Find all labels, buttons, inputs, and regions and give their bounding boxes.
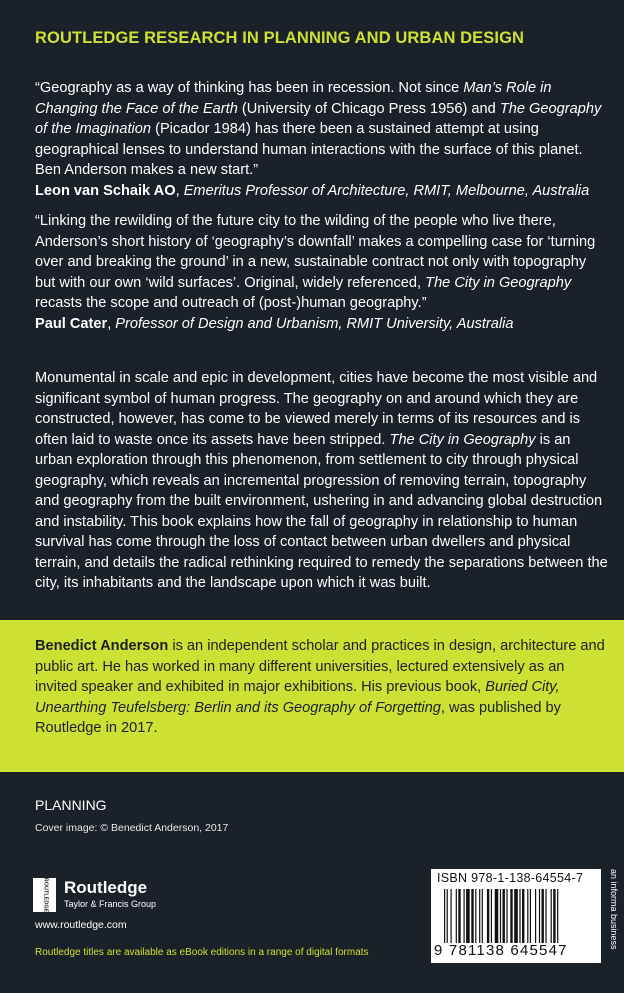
barcode-bar [471, 889, 473, 943]
quote-author-role: Emeritus Professor of Architecture, RMIT, Melbourne, Australia [183, 182, 590, 199]
barcode-bar [539, 889, 540, 943]
book-description [35, 368, 610, 594]
barcode-bar [451, 889, 452, 943]
bio-text: , was published by Routledge in 2017. [35, 699, 561, 736]
quote-text: “Geography as a way of thinking has been in recession. Not since [35, 80, 464, 96]
series-title: ROUTLEDGE RESEARCH IN PLANNING AND URBAN DESIGN [35, 29, 525, 47]
quote-text: (Picador 1984) has there been a sustained attempt at using geographical lenses to understand human interactions with the surface of this planet. Ben Anderson makes a new start.” [35, 121, 583, 178]
isbn-label: ISBN 978-1-138-64554-7 [437, 871, 584, 885]
barcode-bar [479, 889, 480, 943]
quote-title: Man’s Role in Changing the Face of the Earth [35, 80, 552, 117]
quote-text: recasts the scope and outreach of (post-)human geography.” [35, 295, 427, 311]
barcode-bar [542, 889, 544, 943]
barcode-bar [545, 889, 546, 943]
quote-text: (University of Chicago Press 1956) and [237, 100, 500, 117]
barcode-bar [491, 889, 492, 943]
barcode-bar [510, 889, 512, 943]
barcode-bar [475, 889, 476, 943]
publisher-name: Routledge [64, 878, 148, 897]
barcode-bar [495, 889, 499, 943]
author-bio [35, 636, 605, 739]
quote-author: Paul Cater [35, 315, 108, 332]
description-text: is an urban exploration through this phenomenon, from settlement to city through physical geography, which reveals an incremental progression of removing terrain, topography and geography from the built environment, ushering in and advancing global destruction and instability. This book explains how the fall of geography in relationship to human survival has come through the loss of contact between urban dwellers and physical terrain, and details the radical rethinking required to remedy the separations between the city, its inhabitants and the landscape upon which it was built. [35, 431, 608, 591]
barcode-bar [456, 889, 457, 943]
barcode-bar [482, 889, 483, 943]
cover-credit: Cover image: © Benedict Anderson, 2017 [35, 822, 229, 834]
barcode-bar [500, 889, 501, 943]
ebook-note: Routledge titles are available as eBook editions in a range of digital formats [35, 947, 369, 958]
previous-book-title: Buried City, Unearthing Teufelsberg: Berlin and its Geography of Forgetting [35, 679, 560, 716]
barcode-bar [530, 889, 531, 943]
endorsement-quote-1 [35, 78, 605, 201]
informa-note: an informa business [609, 869, 619, 950]
barcode-bar [458, 889, 460, 943]
publisher-website[interactable]: www.routledge.com [35, 919, 127, 931]
barcode-bar [444, 889, 445, 943]
barcode-bar [519, 889, 520, 943]
quote-title: The City in Geography [425, 274, 572, 291]
bio-text: is an independent scholar and practices in design, architecture and public art. He has worked in many different universities, lectured extensively as an invited speaker and exhibited in major exhibitions. His previous book, [35, 638, 605, 695]
description-book-title: The City in Geography [389, 431, 536, 448]
description-text: Monumental in scale and epic in development, cities have become the most visible and significant symbol of human progress. The geography on and around which they are constructed, however, has come to be viewed merely in terms of its resources and is often laid to waste once its assets have been stripped. [35, 370, 598, 448]
barcode-number: 9 781138 645547 [434, 942, 568, 959]
barcode-bar [527, 889, 528, 943]
quote-separator: , [107, 315, 116, 332]
barcode-bar [514, 889, 518, 943]
barcode-bar [503, 889, 505, 943]
barcode-bar [466, 889, 470, 943]
author-name: Benedict Anderson [35, 638, 169, 654]
barcode-bar [553, 889, 555, 943]
quote-text: “Linking the rewilding of the future city to the wilding of the people who live there, Anderson’s short history of ‘geography’s downfall’ makes a compelling case for ‘turning over and breaking the ground’ in a new, sustainable contract not only with topography but with our own ‘wild surfaces’. Original, widely referenced, [35, 213, 596, 291]
quote-title: The Geography of the Imagination [35, 100, 602, 137]
barcode-bar [447, 889, 448, 943]
barcode-bar [535, 889, 536, 943]
barcode-bar [522, 889, 524, 943]
quote-separator: , [175, 182, 184, 199]
barcode-bar [551, 889, 552, 943]
barcode-bar [487, 889, 489, 943]
barcode-bar [506, 889, 507, 943]
quote-author: Leon van Schaik AO [35, 182, 176, 199]
publisher-group: Taylor & Francis Group [64, 899, 157, 909]
endorsement-quote-2 [35, 211, 605, 334]
subject-category: PLANNING [35, 797, 107, 813]
logo-vertical-text: ROUTLEDGE [42, 877, 49, 913]
barcode-bar [464, 889, 465, 943]
barcode-bar [557, 889, 558, 943]
barcode-icon [444, 889, 600, 943]
quote-author-role: Professor of Design and Urbanism, RMIT University, Australia [115, 315, 514, 332]
